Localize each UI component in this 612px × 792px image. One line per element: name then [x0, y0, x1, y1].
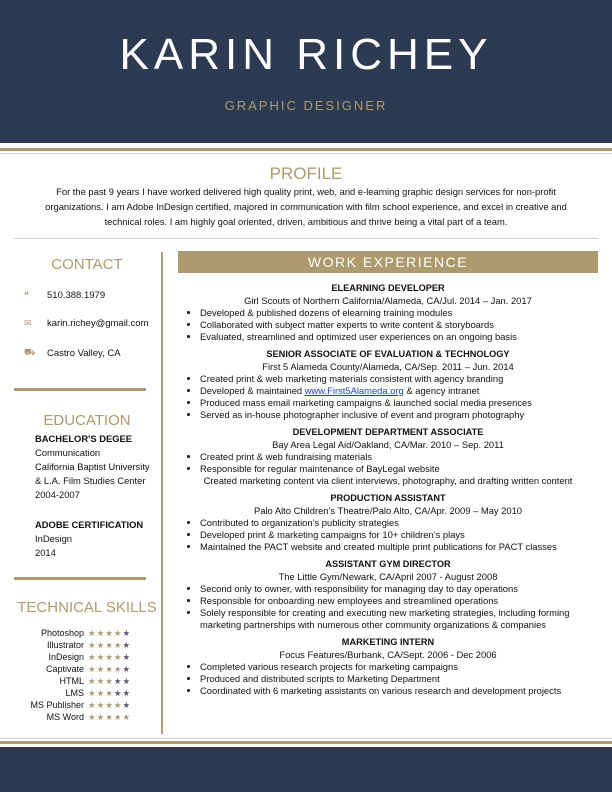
- job-bullet: • Coordinated with 6 marketing assistants on various research and development projects: [200, 685, 598, 697]
- job-employer-dates: Palo Alto Children’s Theatre/Palo Alto, CA/Apr. 2009 – May 2010: [253, 505, 523, 516]
- star-empty-icon: ★: [122, 628, 132, 638]
- skill-row: [14, 675, 144, 687]
- job-bullet: • Created print & web fundraising materials: [200, 451, 598, 463]
- degree-years: 2004-2007: [35, 489, 80, 500]
- skill-row: [14, 711, 144, 723]
- education-heading: EDUCATION: [43, 412, 131, 429]
- star-filled-icon: ★: [113, 640, 123, 650]
- job-entry: [178, 282, 598, 343]
- job-bullets: [178, 583, 598, 631]
- skill-rating-stars: [88, 639, 131, 651]
- skill-row: [14, 651, 144, 663]
- degree-block: [35, 432, 150, 502]
- job-bullet: • Responsible for regular maintenance of BayLegal website: [200, 463, 598, 475]
- job-bullets: [178, 661, 598, 697]
- job-title: PRODUCTION ASSISTANT: [330, 493, 446, 503]
- footer-divider-thin: [0, 738, 612, 739]
- work-experience-heading: WORK EXPERIENCE: [178, 251, 598, 273]
- degree-school-line-2: & L.A. Film Studies Center: [35, 475, 146, 486]
- skill-rating-stars: [88, 651, 131, 663]
- skill-label: Photoshop: [40, 628, 84, 638]
- job-bullet: • Produced and distributed scripts to Marketing Department: [200, 673, 598, 685]
- degree-major: Communication: [35, 447, 101, 458]
- job-title: SENIOR ASSOCIATE OF EVALUATION & TECHNOLOGY: [266, 349, 510, 359]
- footer-divider: [0, 741, 612, 744]
- star-filled-icon: ★: [96, 700, 106, 710]
- job-title: GRAPHIC DESIGNER: [224, 98, 388, 113]
- star-filled-icon: ★: [96, 712, 106, 722]
- star-filled-icon: ★: [105, 664, 114, 674]
- star-filled-icon: ★: [113, 712, 123, 722]
- star-filled-icon: ★: [105, 676, 114, 686]
- skill-row: [14, 699, 144, 711]
- work-experience-list: [178, 282, 598, 702]
- star-filled-icon: ★: [105, 688, 114, 698]
- skill-label: InDesign: [48, 652, 84, 662]
- star-empty-icon: ★: [113, 676, 123, 686]
- star-filled-icon: ★: [113, 628, 123, 638]
- star-filled-icon: ★: [105, 712, 114, 722]
- job-entry: [178, 558, 598, 631]
- degree-name: BACHELOR'S DEGEE: [35, 433, 133, 444]
- profile-summary: For the past 9 years I have worked delivered high quality print, web, and e-learning graphic design services for non-profit organizations. I am Adobe InDesign certified, majored in communication with film school experience, and excel in creative and technical roles. I am highly goal oriented, driven, ambitious and thrive being a vital part of a team.: [45, 186, 567, 227]
- star-filled-icon: ★: [96, 640, 106, 650]
- star-empty-icon: ★: [122, 688, 132, 698]
- star-filled-icon: ★: [88, 688, 97, 698]
- job-title: ELEARNING DEVELOPER: [331, 283, 445, 293]
- contact-divider: [14, 388, 146, 391]
- phone-number[interactable]: 510.388.1979: [47, 290, 106, 301]
- job-employer-dates: Focus Features/Burbank, CA/Sept. 2006 - Dec 2006: [279, 649, 497, 660]
- job-employer-dates: Bay Area Legal Aid/Oakland, CA/Mar. 2010 – Sep. 2011: [272, 439, 504, 450]
- education-divider: [14, 577, 146, 580]
- star-empty-icon: ★: [122, 676, 132, 686]
- job-bullets: [178, 373, 598, 421]
- job-employer-dates: The Little Gym/Newark, CA/April 2007 - August 2008: [278, 571, 498, 582]
- star-filled-icon: ★: [88, 652, 97, 662]
- job-bullet: • Evaluated, streamlined and optimized user experiences on an ongoing basis: [200, 331, 598, 343]
- star-filled-icon: ★: [105, 628, 114, 638]
- degree-school-line-1: California Baptist University: [35, 461, 150, 472]
- header-banner: [0, 0, 612, 143]
- job-bullet: • Second only to owner, with responsibility for managing day to day operations: [200, 583, 598, 595]
- profile-heading: PROFILE: [269, 164, 343, 183]
- column-divider: [161, 252, 163, 734]
- contact-email: [24, 318, 149, 329]
- job-note: Created marketing content via client interviews, photography, and drafting written content: [203, 475, 573, 486]
- job-bullet: • Developed & published dozens of elearning training modules: [200, 307, 598, 319]
- certification-name: InDesign: [35, 533, 73, 544]
- job-entry: [178, 492, 598, 553]
- certification-title: ADOBE CERTIFICATION: [35, 519, 144, 530]
- job-bullet: • Developed print & marketing campaigns for 10+ children’s plays: [200, 529, 598, 541]
- header-divider-thin: [0, 153, 612, 154]
- job-bullet: • Served as in-house photographer inclusive of event and program photography: [200, 409, 598, 421]
- skill-rating-stars: [88, 675, 131, 687]
- skill-rating-stars: [88, 711, 131, 723]
- star-empty-icon: ★: [122, 652, 132, 662]
- car-icon: ⛟: [24, 347, 36, 357]
- star-filled-icon: ★: [113, 700, 123, 710]
- star-empty-icon: ★: [122, 700, 132, 710]
- skill-label: Captivate: [45, 664, 84, 674]
- job-title: DEVELOPMENT DEPARTMENT ASSOCIATE: [292, 427, 484, 437]
- candidate-name: KARIN RICHEY: [119, 30, 493, 79]
- star-empty-icon: ★: [113, 688, 123, 698]
- star-filled-icon: ★: [88, 640, 97, 650]
- header-divider: [0, 148, 612, 151]
- phone-icon: ❝: [24, 290, 29, 300]
- job-bullet: • Solely responsible for creating and executing new marketing strategies, including forming marketing partnerships with numerous other community organizations & companies: [200, 607, 598, 631]
- job-entry: [178, 636, 598, 697]
- skill-rating-stars: [88, 627, 131, 639]
- star-filled-icon: ★: [122, 712, 132, 722]
- job-bullets: [178, 517, 598, 553]
- star-filled-icon: ★: [105, 700, 114, 710]
- star-filled-icon: ★: [96, 628, 106, 638]
- contact-phone: [24, 290, 105, 301]
- bullet-text: & agency intranet: [403, 385, 480, 396]
- website-link[interactable]: www.First5Alameda.org: [304, 385, 404, 396]
- skill-label: HTML: [59, 676, 84, 686]
- job-bullets: [178, 451, 598, 475]
- contact-location: [24, 347, 121, 359]
- star-filled-icon: ★: [88, 628, 97, 638]
- skill-rating-stars: [88, 699, 131, 711]
- bullet-text: Developed & maintained: [200, 385, 305, 396]
- skills-heading: TECHNICAL SKILLS: [17, 599, 157, 616]
- star-filled-icon: ★: [96, 688, 106, 698]
- star-filled-icon: ★: [105, 640, 114, 650]
- certification-year: 2014: [35, 547, 56, 558]
- star-filled-icon: ★: [96, 664, 106, 674]
- star-filled-icon: ★: [88, 700, 97, 710]
- skill-label: MS Publisher: [30, 700, 84, 710]
- job-bullet: • Responsible for onboarding new employees and streamlined operations: [200, 595, 598, 607]
- job-title: MARKETING INTERN: [341, 637, 435, 647]
- skills-list: [14, 627, 144, 723]
- job-title: ASSISTANT GYM DIRECTOR: [325, 559, 451, 569]
- footer-banner: [0, 747, 612, 792]
- star-filled-icon: ★: [88, 664, 97, 674]
- star-empty-icon: ★: [122, 640, 132, 650]
- job-employer-dates: Girl Scouts of Northern California/Alameda, CA/Jul. 2014 – Jan. 2017: [244, 295, 532, 306]
- job-bullet: [200, 385, 598, 397]
- skill-row: [14, 627, 144, 639]
- star-filled-icon: ★: [88, 676, 97, 686]
- skill-row: [14, 639, 144, 651]
- job-bullet: • Produced mass email marketing campaigns & launched social media presences: [200, 397, 598, 409]
- skill-row: [14, 687, 144, 699]
- job-bullet: • Collaborated with subject matter experts to write content & storyboards: [200, 319, 598, 331]
- job-entry: [178, 348, 598, 421]
- star-filled-icon: ★: [113, 664, 123, 674]
- job-bullet: • Completed various research projects for marketing campaigns: [200, 661, 598, 673]
- job-employer-dates: First 5 Alameda County/Alameda, CA/Sep. 2011 – Jun. 2014: [262, 361, 514, 372]
- job-bullet: • Created print & web marketing materials consistent with agency branding: [200, 373, 598, 385]
- job-bullets: [178, 307, 598, 343]
- star-filled-icon: ★: [105, 652, 114, 662]
- envelope-icon: ✉: [24, 318, 32, 328]
- skill-label: LMS: [65, 688, 84, 698]
- star-filled-icon: ★: [113, 652, 123, 662]
- profile-divider: [14, 238, 598, 239]
- job-bullet: • Maintained the PACT website and created multiple print publications for PACT classes: [200, 541, 598, 553]
- star-filled-icon: ★: [96, 676, 106, 686]
- skill-row: [14, 663, 144, 675]
- location-text: Castro Valley, CA: [47, 347, 121, 359]
- star-filled-icon: ★: [96, 652, 106, 662]
- star-empty-icon: ★: [122, 664, 132, 674]
- email-address[interactable]: karin.richey@gmail.com: [47, 318, 149, 329]
- certification-block: [35, 518, 143, 560]
- skill-label: MS Word: [46, 712, 84, 722]
- skill-rating-stars: [88, 663, 131, 675]
- skill-rating-stars: [88, 687, 131, 699]
- job-bullet: • Contributed to organization’s publicity strategies: [200, 517, 598, 529]
- star-filled-icon: ★: [88, 712, 97, 722]
- skill-label: Illustrator: [46, 640, 84, 650]
- contact-heading: CONTACT: [51, 256, 123, 273]
- job-entry: [178, 426, 598, 487]
